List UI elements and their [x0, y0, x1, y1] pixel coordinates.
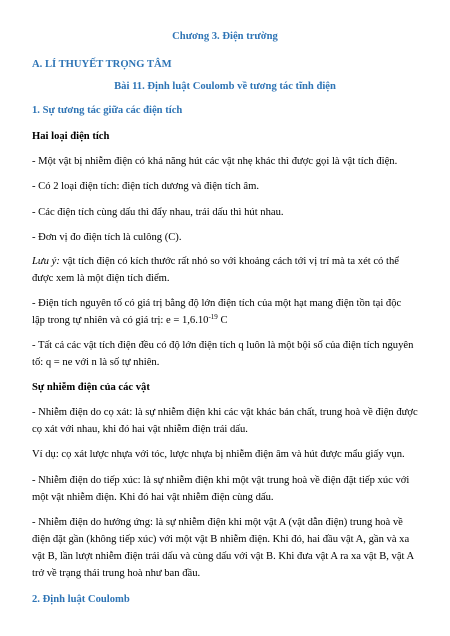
chapter-title: Chương 3. Điện trường — [172, 31, 278, 42]
heading-interaction: 1. Sự tương tác giữa các điện tích — [32, 105, 183, 116]
paragraph: - Một vật bị nhiễm điện có khả năng hút các vật nhẹ khác thì được gọi là vật tích điện. — [32, 156, 398, 167]
subheading-charge-types: Hai loại điện tích — [32, 131, 110, 142]
paragraph: - Nhiễm điện do tiếp xúc: là sự nhiễm điện khi một vật trung hoà về điện đặt tiếp xúc với — [32, 475, 410, 486]
paragraph: Ví dụ: cọ xát lược nhựa với tóc, lược nhựa bị nhiễm điện âm và hút được mẩu giấy vụn. — [32, 449, 405, 460]
note-line — [32, 255, 418, 269]
subheading-electrification: Sự nhiễm điện của các vật — [32, 382, 150, 393]
paragraph: trở về trạng thái trung hoà như ban đầu. — [32, 568, 201, 579]
paragraph: cọ xát với nhau, khi đó hai vật nhiễm điện trái dấu. — [32, 424, 248, 435]
note-text: vật tích điện có kích thước rất nhỏ so với khoảng cách tới vị trí mà ta xét có thể — [59, 256, 399, 267]
paragraph: tố: q = ne với n là số tự nhiên. — [32, 357, 160, 368]
paragraph: điện đặt gần (không tiếp xúc) với một vật B nhiễm điện. Khi đó, hai đầu vật A, gần và xa — [32, 534, 410, 545]
paragraph: - Nhiễm điện do cọ xát: là sự nhiễm điện khi các vật khác bản chất, trung hoà về điện được — [32, 407, 418, 418]
paragraph: - Các điện tích cùng dấu thì đẩy nhau, trái dấu thì hút nhau. — [32, 207, 284, 218]
paragraph: một vật nhiễm điện. Khi đó hai vật nhiễm điện cùng dấu. — [32, 492, 274, 503]
paragraph: - Nhiễm điện do hưởng ứng: là sự nhiễm điện khi một vật A (vật dẫn điện) trung hoà về — [32, 517, 403, 528]
elementary-charge-line: lập trong tự nhiên và có giá trị: $e = 1,6.10^{-19}$ C — [32, 313, 228, 326]
exponent: -19 — [208, 313, 218, 321]
lesson-title: Bài 11. Định luật Coulomb về tương tác tĩnh điện — [114, 81, 336, 92]
paragraph: - Điện tích nguyên tố có giá trị bằng độ lớn điện tích của một hạt mang điện tồn tại độc — [32, 298, 402, 309]
note-label: Lưu ý: — [32, 256, 60, 267]
paragraph: vật B, lần lượt nhiễm điện trái dấu và cùng dấu với vật B. Khi đưa vật A ra xa vật B, vật A — [32, 551, 415, 562]
paragraph: - Tất cả các vật tích điện đều có độ lớn điện tích q luôn là một bội số của điện tích nguyên — [32, 340, 414, 351]
paragraph: - Có 2 loại điện tích: điện tích dương và điện tích âm. — [32, 181, 259, 192]
section-heading: A. LÍ THUYẾT TRỌNG TÂM — [32, 59, 172, 70]
heading-coulomb-law: 2. Định luật Coulomb — [32, 594, 130, 605]
note-line: được xem là một điện tích điểm. — [32, 273, 170, 284]
paragraph: - Đơn vị đo điện tích là culông (C). — [32, 232, 182, 243]
